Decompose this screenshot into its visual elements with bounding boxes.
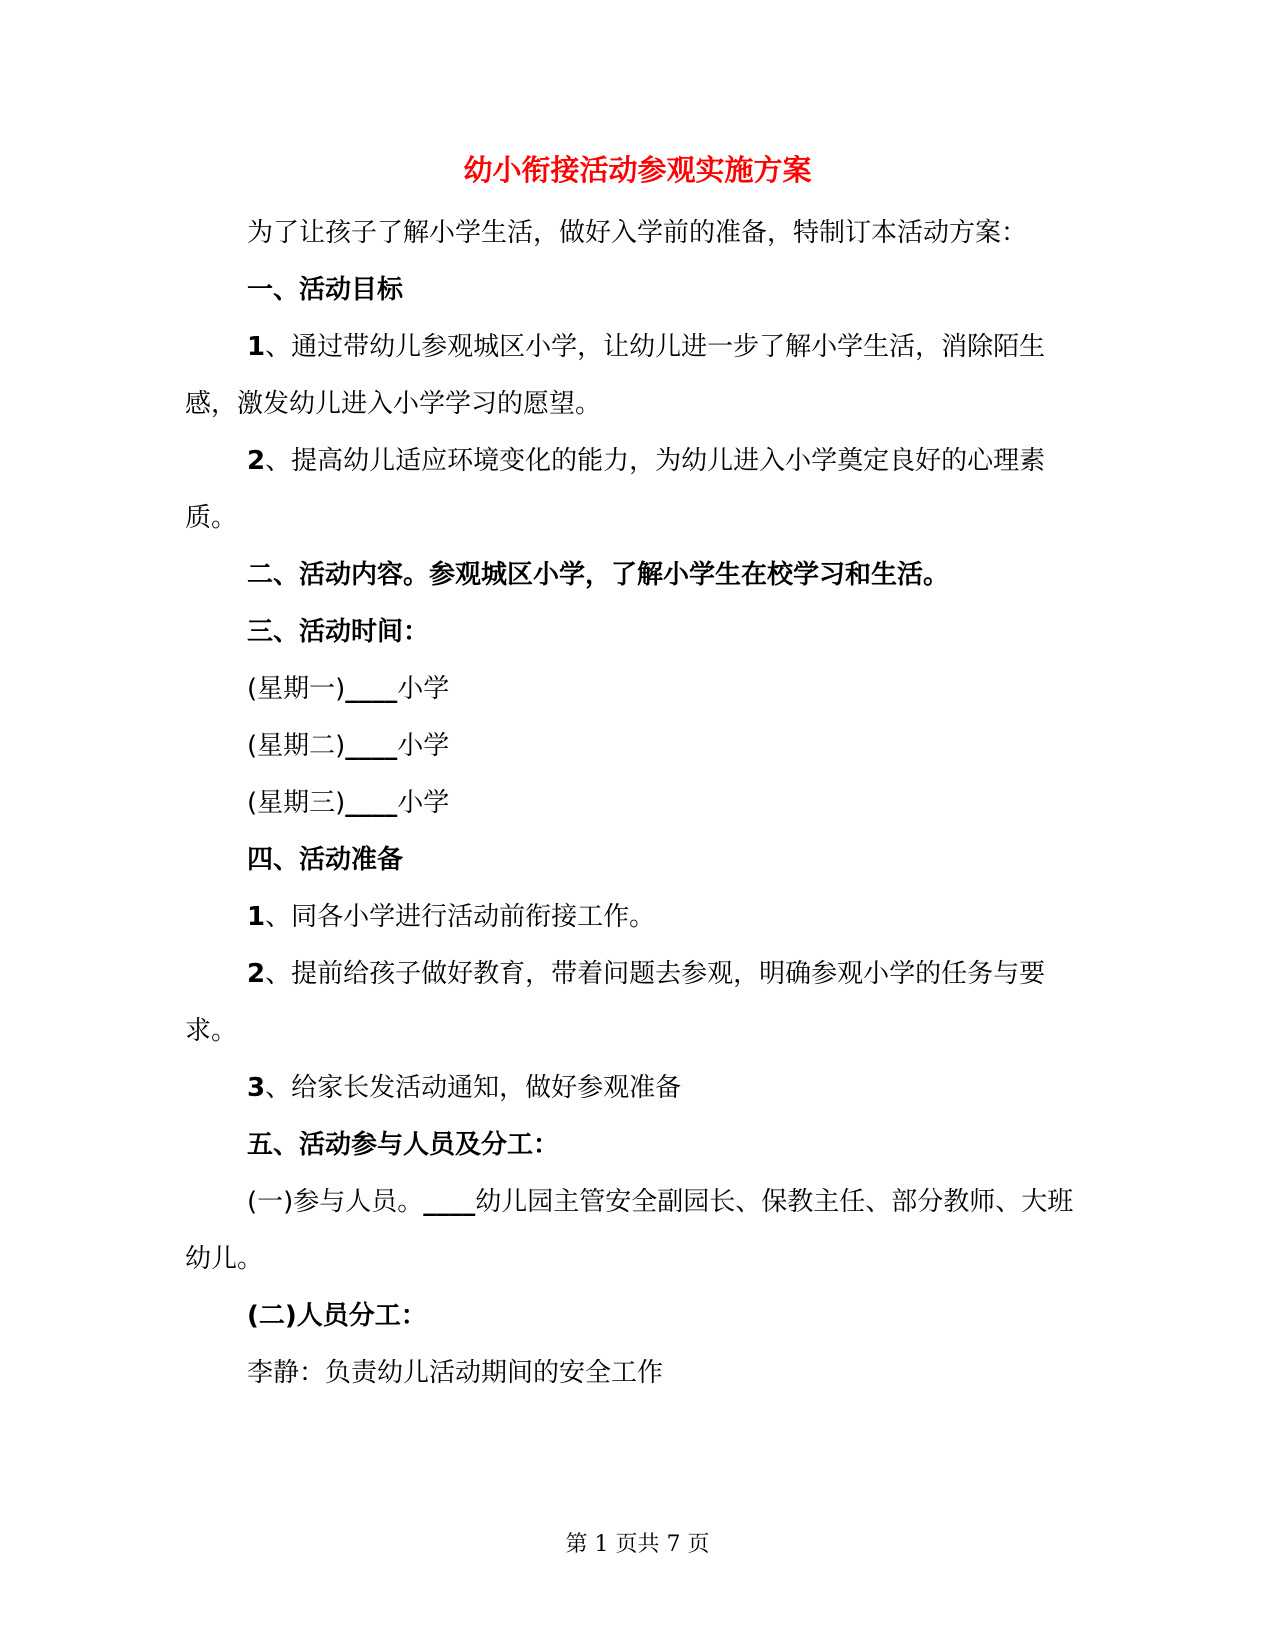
time-1-day: (星期一) <box>247 674 346 704</box>
time-line-1 <box>185 661 1085 718</box>
time-2-day: (星期二) <box>247 731 346 761</box>
time-line-3 <box>185 775 1085 832</box>
prep-1-number: 1 <box>247 902 266 932</box>
time-1-school: 小学 <box>397 674 450 704</box>
time-heading: 三、活动时间： <box>247 617 430 647</box>
prep-1-text: 、同各小学进行活动前衔接工作。 <box>265 902 656 932</box>
staff-1-prefix: (一)参与人员。 <box>247 1187 424 1217</box>
staff-1-paragraph <box>185 1174 1085 1288</box>
goal-2-paragraph <box>185 433 1085 547</box>
goal-1-text: 、通过带幼儿参观城区小学，让幼儿进一步了解小学生活，消除陌生感，激发幼儿进入小学学习的愿望。 <box>185 332 1046 419</box>
staff-2-line: 李静：负责幼儿活动期间的安全工作 <box>247 1358 664 1388</box>
prep-1-paragraph <box>185 889 1085 946</box>
prep-3-paragraph <box>185 1060 1085 1117</box>
goal-2-text: 、提高幼儿适应环境变化的能力，为幼儿进入小学奠定良好的心理素质。 <box>185 446 1046 533</box>
intro-paragraph: 为了让孩子了解小学生活，做好入学前的准备，特制订本活动方案： <box>247 218 1028 248</box>
page-footer: 第 1 页共 7 页 <box>565 1532 710 1557</box>
goals-heading: 一、活动目标 <box>247 275 404 305</box>
time-3-school: 小学 <box>397 788 450 818</box>
prep-3-text: 、给家长发活动通知，做好参观准备 <box>265 1073 682 1103</box>
time-2-blank: ____ <box>345 731 398 761</box>
goal-1-number: 1 <box>247 332 266 362</box>
content-heading: 二、活动内容。参观城区小学，了解小学生在校学习和生活。 <box>247 560 950 590</box>
time-line-2 <box>185 718 1085 775</box>
prep-3-number: 3 <box>247 1073 266 1103</box>
staff-1-text: 幼儿园主管安全副园长、保教主任、部分教师、大班幼儿。 <box>185 1187 1074 1274</box>
time-3-day: (星期三) <box>247 788 346 818</box>
staff-1-blank: ____ <box>423 1187 476 1217</box>
document-title: 幼小衔接活动参观实施方案 <box>463 153 812 187</box>
staff-2-heading: (二)人员分工： <box>247 1301 427 1331</box>
time-3-blank: ____ <box>345 788 398 818</box>
prep-2-paragraph <box>185 946 1085 1060</box>
time-1-blank: ____ <box>345 674 398 704</box>
prep-2-number: 2 <box>247 959 266 989</box>
goal-1-paragraph <box>185 319 1085 433</box>
time-2-school: 小学 <box>397 731 450 761</box>
goal-2-number: 2 <box>247 446 266 476</box>
staff-heading: 五、活动参与人员及分工： <box>247 1130 560 1160</box>
prep-2-text: 、提前给孩子做好教育，带着问题去参观，明确参观小学的任务与要求。 <box>185 959 1046 1046</box>
document-body <box>185 205 1085 1402</box>
prep-heading: 四、活动准备 <box>247 845 404 875</box>
